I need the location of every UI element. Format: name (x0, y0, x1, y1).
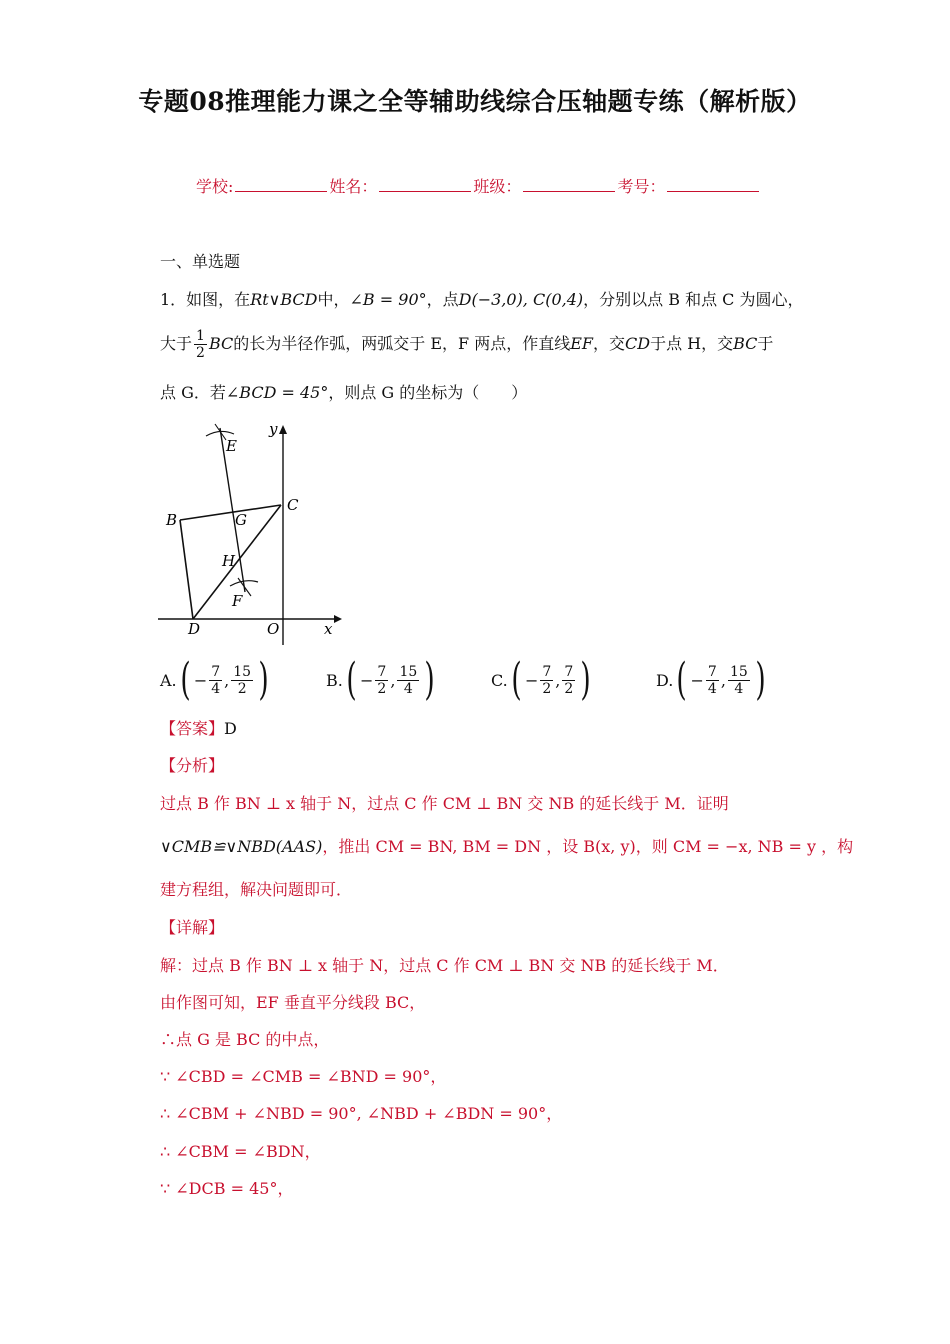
label-F: F (232, 592, 243, 610)
q-text: ，则点 G 的坐标为（ ） (328, 383, 528, 402)
option-frac-1: $\frac{7}{4}$ (211, 663, 221, 697)
y-axis-arrow-icon (279, 425, 287, 434)
label-D: D (188, 620, 201, 638)
option-sign: − (524, 670, 539, 690)
paren-right: ) (258, 654, 269, 705)
paren-left: ( (511, 654, 522, 705)
analysis-line-2 (160, 834, 853, 857)
answer-value: D (224, 719, 237, 738)
q-text: 的长为半径作弧，两弧交于 E，F 两点，作直线 (233, 334, 571, 353)
question-line-1 (160, 287, 804, 310)
number-blank[interactable] (667, 177, 759, 192)
solution-label: 【详解】 (160, 918, 225, 937)
solution-line-3: ∴点 G 是 BC 的中点， (160, 1030, 330, 1049)
segment-BC (180, 505, 281, 520)
option-letter: A. (160, 670, 177, 690)
frac-num: 1 (196, 328, 205, 344)
q-text: ，点 (426, 290, 459, 309)
q-text: 于 (757, 334, 774, 353)
label-O: O (267, 620, 280, 638)
q-math: ∠BCD = 45° (225, 383, 329, 402)
option-frac-2: $\frac{15}{4}$ (729, 663, 748, 697)
section-heading: 一、单选题 (160, 252, 241, 271)
geometry-figure (158, 420, 348, 649)
paren-left: ( (346, 654, 357, 705)
option-frac-1: $\frac{7}{2}$ (377, 663, 387, 697)
label-B: B (166, 511, 178, 529)
solution-line-2: 由作图可知，EF 垂直平分线段 BC， (160, 993, 426, 1012)
analysis-text: ，推出 CM = BN, BM = DN ，设 B(x, y)，则 CM = −x, NB = y ，构 (322, 837, 854, 856)
analysis-label: 【分析】 (160, 756, 225, 775)
name-blank[interactable] (379, 177, 471, 192)
frac-den: 2 (196, 345, 205, 361)
analysis-line-3: 建方程组，解决问题即可． (160, 880, 353, 899)
option-frac-2: $\frac{15}{4}$ (399, 663, 418, 697)
class-blank[interactable] (523, 177, 615, 192)
option-c[interactable]: C. ( − $\frac{7}{2}$ , $\frac{7}{2}$ ) (491, 654, 592, 705)
q-math: BC (733, 334, 758, 353)
option-sign: − (690, 670, 704, 690)
question-line-2 (160, 328, 773, 361)
option-d[interactable]: D. ( − $\frac{7}{4}$ , $\frac{15}{4}$ ) (656, 654, 766, 705)
paren-right: ) (580, 654, 592, 705)
solution-line-1: 解：过点 B 作 BN ⊥ x 轴于 N，过点 C 作 CM ⊥ BN 交 NB 的延长线于 M． (160, 956, 729, 975)
q-text: 中， (317, 290, 350, 309)
option-b[interactable]: B. ( − $\frac{7}{2}$ , $\frac{15}{4}$ ) (326, 654, 436, 705)
solution-line-6: ∴ ∠CBM = ∠BDN， (160, 1142, 321, 1161)
x-axis-arrow-icon (334, 615, 342, 623)
q-math: ∠B = 90° (349, 290, 427, 309)
label-x: x (324, 620, 333, 638)
segment-BD (180, 520, 193, 619)
answer-line (160, 716, 237, 739)
label-H: H (222, 552, 236, 570)
option-frac-1: $\frac{7}{4}$ (707, 663, 717, 697)
school-blank[interactable] (235, 177, 327, 192)
q-math: BC (208, 334, 234, 353)
label-G: G (235, 511, 247, 529)
q-text: ，交 (592, 334, 625, 353)
class-label: 班级： (473, 177, 522, 196)
q-text: 于点 H，交 (650, 334, 734, 353)
paren-left: ( (676, 654, 688, 705)
solution-line-5: ∴ ∠CBM + ∠NBD = 90°, ∠NBD + ∠BDN = 90°， (160, 1104, 563, 1123)
option-frac-1: $\frac{7}{2}$ (542, 663, 552, 697)
option-sign: − (193, 670, 208, 690)
fraction-half (194, 328, 207, 361)
q-text: ，分别以点 B 和点 C 为圆心， (583, 290, 804, 309)
figure-svg (158, 420, 348, 645)
answer-label: 【答案】 (160, 719, 225, 738)
solution-line-7: ∵ ∠DCB = 45°， (160, 1179, 294, 1198)
number-label: 考号： (617, 177, 666, 196)
student-info-row (196, 174, 761, 197)
label-E: E (226, 437, 237, 455)
q-math: D(−3,0), C(0,4) (458, 290, 584, 309)
paren-right: ) (424, 654, 436, 705)
option-letter: D. (656, 670, 674, 690)
label-C: C (287, 496, 299, 514)
school-label: 学校: (196, 177, 234, 196)
q-math: Rt∨BCD (250, 290, 318, 309)
question-line-3 (160, 380, 527, 403)
option-frac-2: $\frac{7}{2}$ (564, 663, 574, 697)
q-math: CD (625, 334, 651, 353)
paren-left: ( (180, 654, 191, 705)
q-text: 点 G．若 (160, 383, 226, 402)
q-text: 1．如图，在 (160, 290, 251, 309)
analysis-math: ∨CMB≌∨NBD(AAS) (160, 837, 323, 856)
option-letter: B. (326, 670, 343, 690)
solution-line-4: ∵ ∠CBD = ∠CMB = ∠BND = 90°， (160, 1067, 447, 1086)
option-frac-2: $\frac{15}{2}$ (233, 663, 252, 697)
q-text: 大于 (160, 334, 193, 353)
option-a[interactable]: A. ( − $\frac{7}{4}$ , $\frac{15}{2}$ ) (160, 654, 269, 705)
page-title: 专题08推理能力课之全等辅助线综合压轴题专练（解析版） (138, 87, 812, 116)
name-label: 姓名： (329, 177, 378, 196)
option-letter: C. (491, 670, 508, 690)
label-y: y (269, 420, 278, 438)
analysis-line-1: 过点 B 作 BN ⊥ x 轴于 N，过点 C 作 CM ⊥ BN 交 NB 的延长线于 M．证明 (160, 794, 729, 813)
option-sign: − (360, 670, 374, 690)
paren-right: ) (755, 654, 766, 705)
q-math: EF (570, 334, 593, 353)
